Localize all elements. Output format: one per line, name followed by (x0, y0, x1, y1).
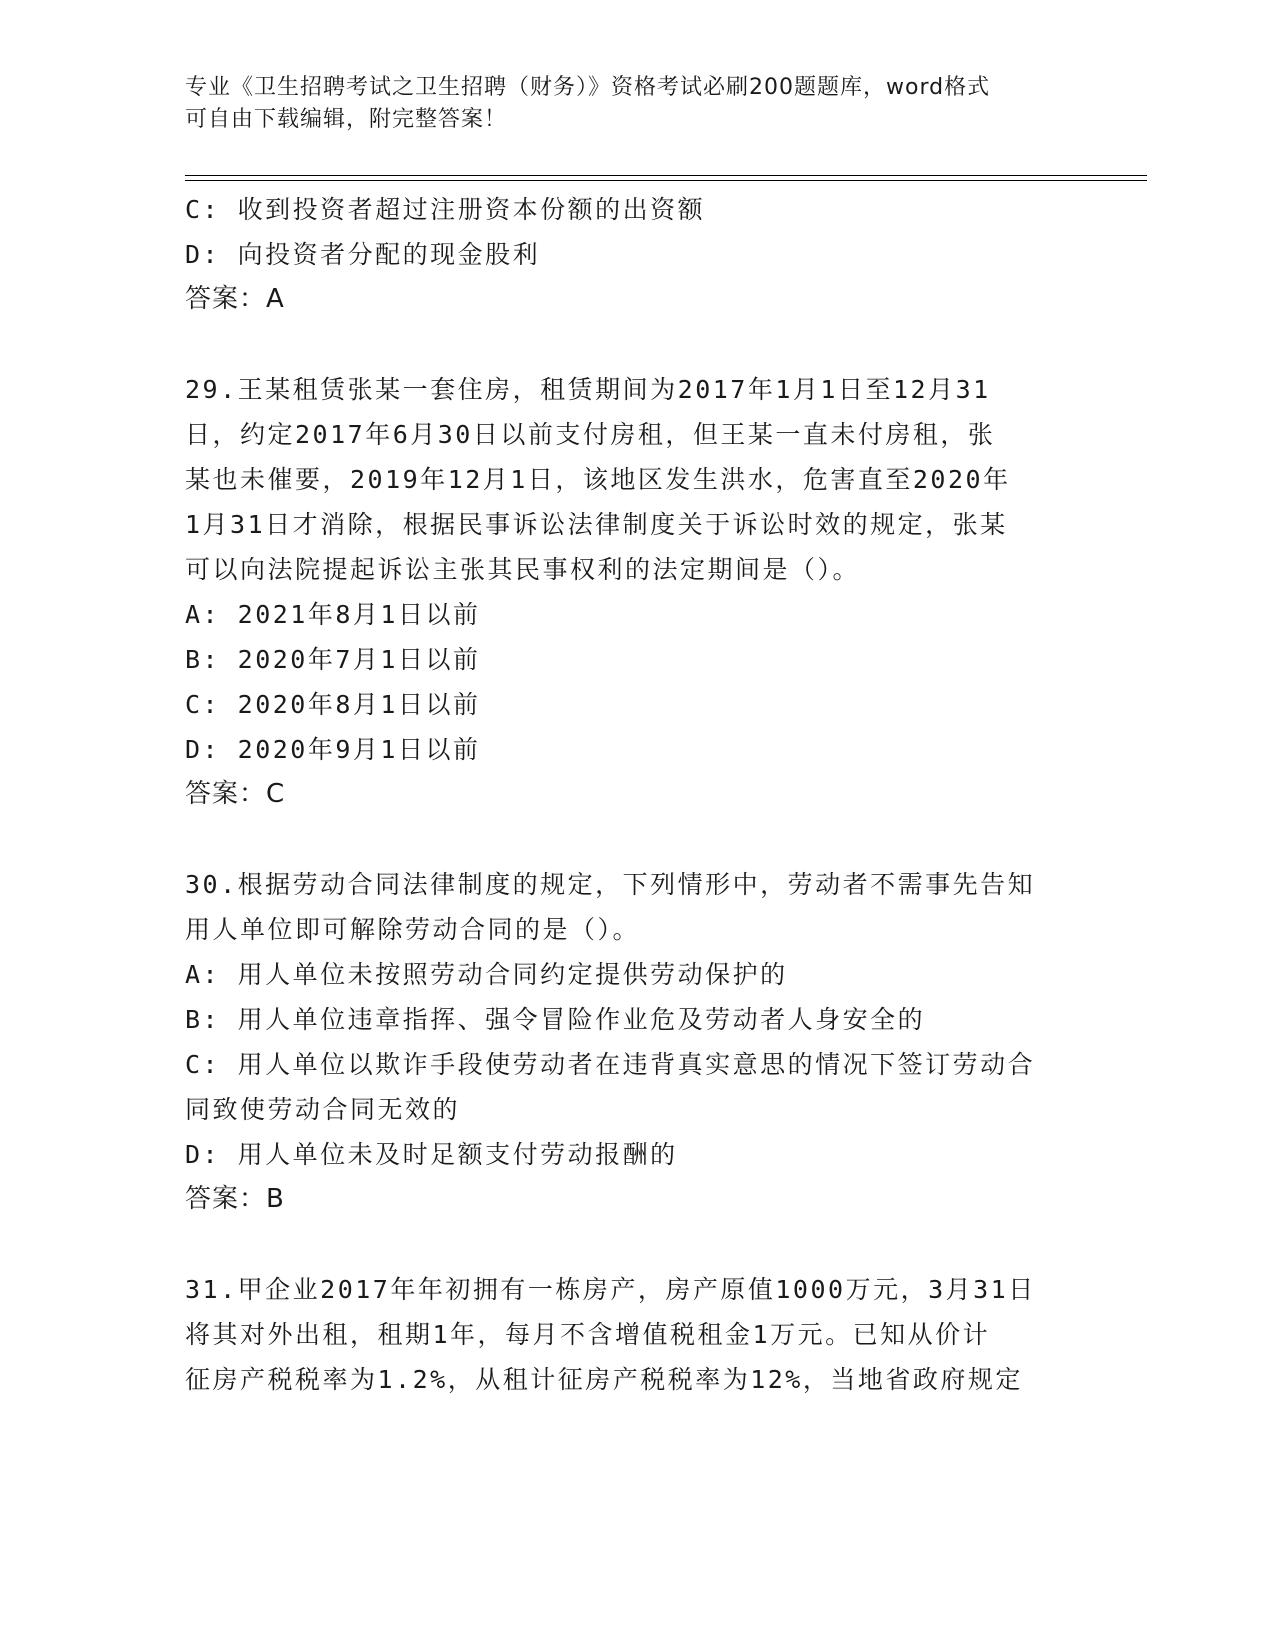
header-line-1: 专业《卫生招聘考试之卫生招聘（财务）》资格考试必刷200题题库，word格式 (185, 75, 991, 100)
option-c: C: 用人单位以欺诈手段使劳动者在违背真实意思的情况下签订劳动合 (185, 1050, 1036, 1079)
question-stem-line: 29.王某租赁张某一套住房，租赁期间为2017年1月1日至12月31 (185, 375, 991, 404)
option-b: B: 2020年7月1日以前 (185, 645, 481, 674)
question-28-tail (185, 187, 1085, 322)
question-stem-line: 某也未催要，2019年12月1日，该地区发生洪水，危害直至2020年 (185, 465, 1011, 494)
question-stem-line: 用人单位即可解除劳动合同的是（）。 (185, 915, 641, 944)
answer: 答案：A (185, 284, 285, 314)
option-c-continued: 同致使劳动合同无效的 (185, 1095, 461, 1124)
question-30 (185, 862, 1085, 1222)
question-stem-line: 日，约定2017年6月30日以前支付房租，但王某一直未付房租，张 (185, 420, 996, 449)
option-b: B: 用人单位违章指挥、强令冒险作业危及劳动者人身安全的 (185, 1005, 926, 1034)
document-header (185, 72, 1065, 136)
option-c: C: 收到投资者超过注册资本份额的出资额 (185, 195, 706, 224)
question-stem-line: 1月31日才消除，根据民事诉讼法律制度关于诉讼时效的规定，张某 (185, 510, 1008, 539)
question-stem-line: 30.根据劳动合同法律制度的规定，下列情形中，劳动者不需事先告知 (185, 870, 1036, 899)
answer: 答案：C (185, 779, 286, 809)
option-c: C: 2020年8月1日以前 (185, 690, 481, 719)
option-a: A: 用人单位未按照劳动合同约定提供劳动保护的 (185, 960, 788, 989)
question-stem-line: 可以向法院提起诉讼主张其民事权利的法定期间是（）。 (185, 555, 861, 584)
document-body (185, 187, 1085, 1402)
option-d: D: 向投资者分配的现金股利 (185, 240, 541, 269)
header-line-2: 可自由下载编辑，附完整答案！ (185, 107, 508, 132)
answer: 答案：B (185, 1184, 285, 1214)
question-stem-line: 将其对外出租，租期1年，每月不含增值税租金1万元。已知从价计 (185, 1320, 991, 1349)
question-stem-line: 31.甲企业2017年年初拥有一栋房产，房产原值1000万元，3月31日 (185, 1275, 1036, 1304)
option-d: D: 2020年9月1日以前 (185, 735, 481, 764)
question-stem-line: 征房产税税率为1.2%，从租计征房产税税率为12%，当地省政府规定 (185, 1365, 1023, 1394)
question-31 (185, 1267, 1085, 1402)
option-d: D: 用人单位未及时足额支付劳动报酬的 (185, 1140, 678, 1169)
header-divider (185, 175, 1147, 181)
question-29 (185, 367, 1085, 817)
option-a: A: 2021年8月1日以前 (185, 600, 481, 629)
